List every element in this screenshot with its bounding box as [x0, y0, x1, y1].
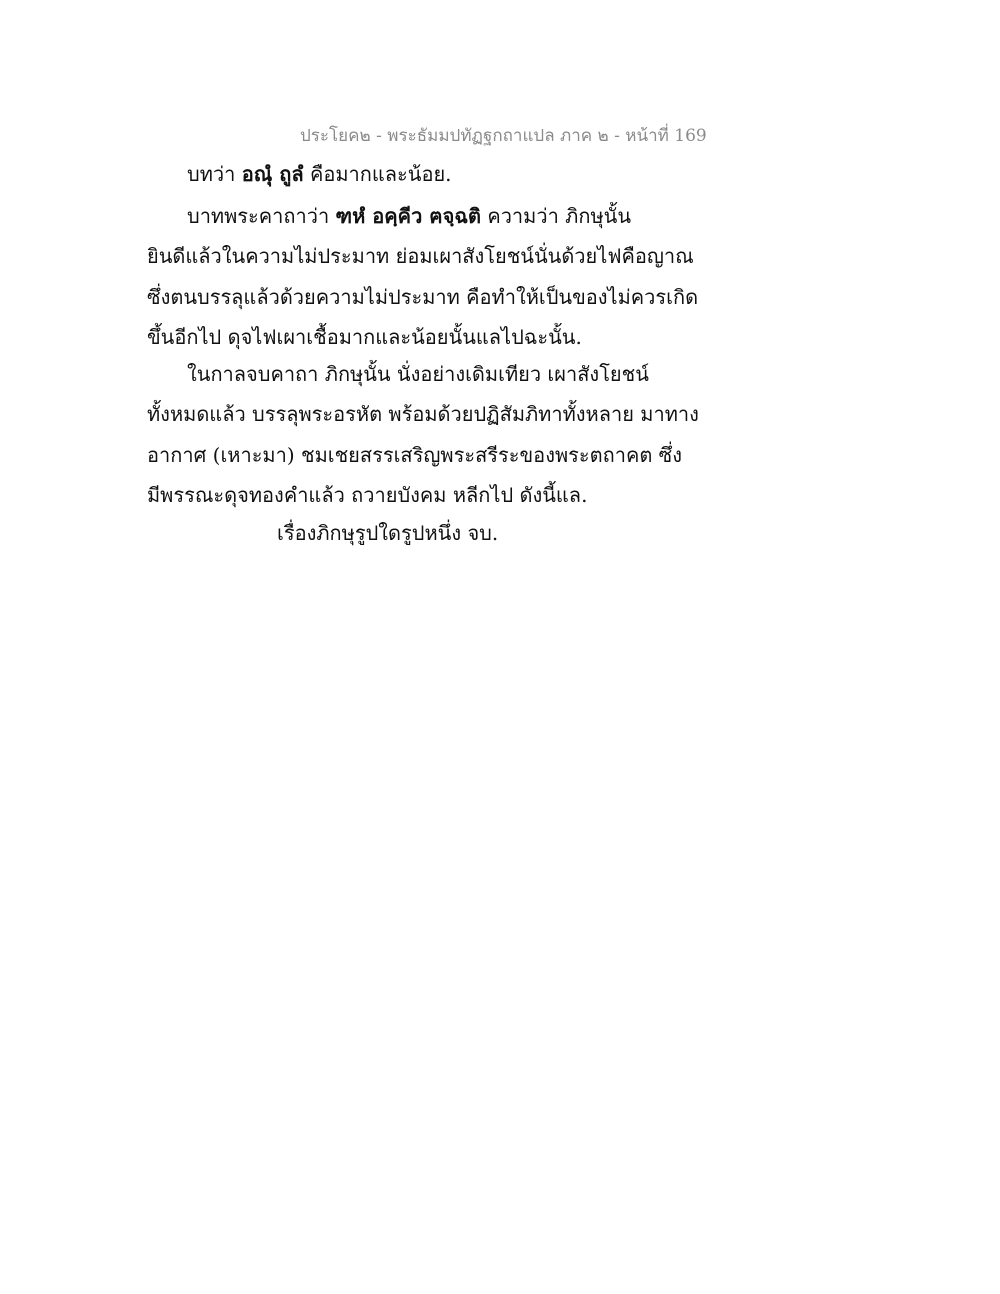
paragraph-2-line-3: ซึ่งตนบรรลุแล้วด้วยความไม่ประมาท คือทำให้เป็นของไม่ควรเกิด [147, 285, 699, 309]
p1-rest: คือมากและน้อย. [303, 162, 452, 186]
p1-lead: บทว่า [187, 162, 242, 186]
paragraph-2-line-4: ขึ้นอีกไป ดุจไฟเผาเชื้อมากและน้อยนั้นแลไปฉะนั้น. [147, 325, 582, 349]
paragraph-3-line-2: ทั้งหมดแล้ว บรรลุพระอรหัต พร้อมด้วยปฏิสัมภิทาทั้งหลาย มาทาง [147, 402, 699, 426]
paragraph-3-line-4: มีพรรณะดุจทองคำแล้ว ถวายบังคม หลีกไป ดังนี้แล. [147, 483, 588, 507]
p1-pali-term: อณุํ ถูลํ [241, 162, 304, 186]
paragraph-3-line-1: ในกาลจบคาถา ภิกษุนั้น นั่งอย่างเดิมเทียว เผาสังโยชน์ [187, 362, 649, 386]
paragraph-3-line-3: อากาศ (เหาะมา) ชมเชยสรรเสริญพระสรีระของพระตถาคต ซึ่ง [147, 443, 683, 467]
paragraph-2-line-2: ยินดีแล้วในความไม่ประมาท ย่อมเผาสังโยชน์นั่นด้วยไฟคือญาณ [147, 244, 694, 268]
paragraph-1-line-1 [187, 157, 452, 191]
running-head: ประโยค๒ - พระธัมมปทัฏฐกถาแปล ภาค ๒ - หน้าที่ 169 [300, 126, 707, 146]
p2-rest: ความว่า ภิกษุนั้น [480, 204, 631, 228]
story-ending: เรื่องภิกษุรูปใดรูปหนึ่ง จบ. [277, 521, 499, 545]
paragraph-2-line-1 [187, 199, 631, 233]
p2-lead: บาทพระคาถาว่า [187, 204, 336, 228]
p2-pali-verse: ฑหํ อคฺคีว ฅจฺฉติ [335, 204, 481, 228]
